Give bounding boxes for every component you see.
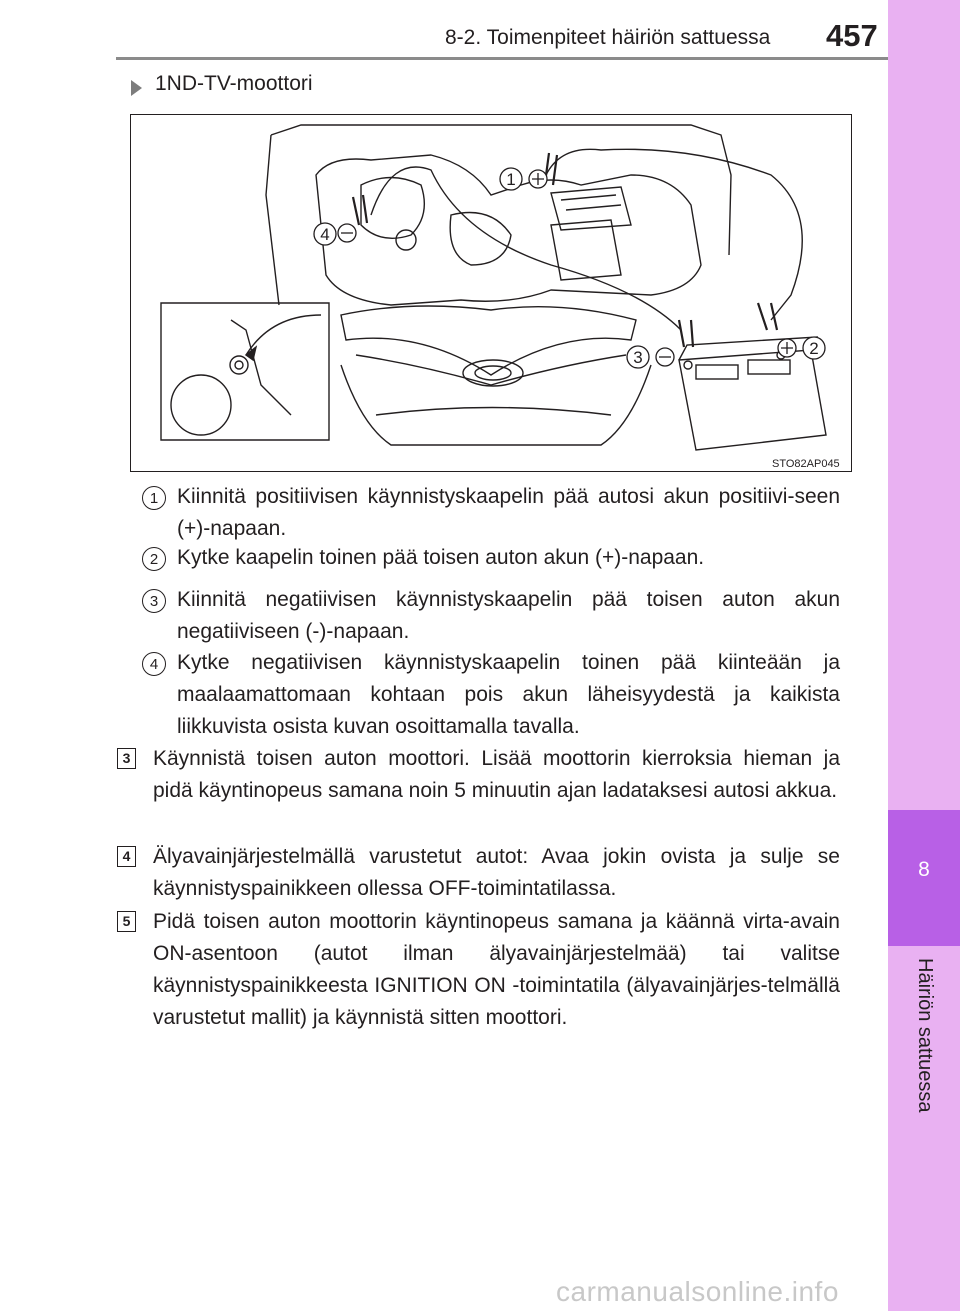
step-text: Älyavainjärjestelmällä varustetut autot: Avaa jokin ovista ja sulje se käynnistyspainikkeen ollessa OFF-toimintatilassa. — [153, 845, 840, 900]
sub-step-text: Kytke kaapelin toinen pää toisen auton akun (+)-napaan. — [177, 546, 705, 569]
section-title: 1ND-TV-moottori — [155, 72, 313, 95]
step-text: Pidä toisen auton moottorin käyntinopeus samana ja käännä virta-avain ON-asentoon (autot ilman älyavainjärjestelmää) tai valitse käynnistyspainikkeesta IGNITION ON -toimintatila (älyavainjärjes-telmällä varustetut mallit) ja käynnistä sitten moottori. — [153, 910, 840, 1029]
sub-step-text: Kiinnitä positiivisen käynnistyskaapelin pää autosi akun positiivi-seen (+)-napaan. — [177, 485, 840, 540]
engine-illustration — [131, 115, 851, 471]
header-section-title: 8-2. Toimenpiteet häiriön sattuessa — [445, 26, 771, 49]
step-badge: 4 — [117, 846, 136, 867]
side-chapter-tab — [888, 0, 960, 1311]
sub-step-badge: 2 — [142, 547, 166, 571]
chapter-label: Häiriön sattuessa — [914, 958, 936, 1113]
figure-callout-1: 1 — [506, 170, 516, 189]
sub-step-badge: 1 — [142, 486, 166, 510]
engine-jumpstart-figure — [130, 114, 852, 472]
sub-step-badge: 3 — [142, 589, 166, 613]
figure-callout-4: 4 — [320, 225, 330, 244]
step-badge: 3 — [117, 748, 136, 769]
header-rule — [116, 57, 888, 60]
figure-code: STO82AP045 — [772, 458, 840, 470]
sub-step-text: Kytke negatiivisen käynnistyskaapelin toinen pää kiinteään ja maalaamattomaan kohtaan pois akun läheisyydestä ja kaikista liikkuvista osista kuvan osoittamalla tavalla. — [177, 651, 840, 738]
step-text: Käynnistä toisen auton moottori. Lisää moottorin kierroksia hieman ja pidä käyntinopeus samana noin 5 minuutin ajan ladataksesi autosi akkua. — [153, 747, 840, 802]
footer-watermark: carmanualsonline.info — [556, 1276, 839, 1307]
page-number: 457 — [826, 18, 878, 53]
section-triangle-icon — [131, 80, 142, 96]
figure-callout-3: 3 — [633, 348, 643, 367]
step-badge: 5 — [117, 911, 136, 932]
chapter-number: 8 — [918, 858, 930, 881]
sub-step-badge: 4 — [142, 652, 166, 676]
sub-step-text: Kiinnitä negatiivisen käynnistyskaapelin pää toisen auton akun negatiiviseen (-)-napaan. — [177, 588, 840, 643]
figure-callout-2: 2 — [809, 339, 819, 358]
